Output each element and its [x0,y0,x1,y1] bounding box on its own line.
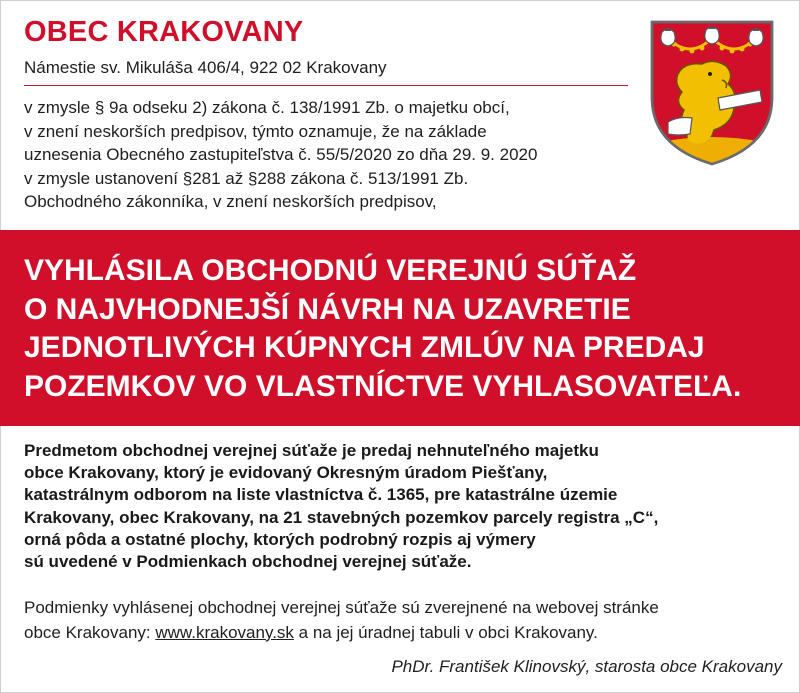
intro-line: v znení neskorších predpisov, týmto oznamuje, že na základe [24,121,487,141]
intro-line: Obchodného zákonníka, v znení neskorších predpisov, [24,192,437,211]
headline-line: POZEMKOV VO VLASTNÍCTVE VYHLASOVATEĽA. [24,369,742,403]
subject-line: orná pôda a ostatné plochy, ktorých podrobný rozpis aj výmery [24,529,536,549]
subject-line: Predmetom obchodnej verejnej súťaže je predaj nehnuteľného majetku [24,441,599,460]
coat-of-arms-icon [648,18,776,168]
website-link[interactable]: www.krakovany.sk [155,622,294,642]
conditions-suffix: a na jej úradnej tabuli v obci Krakovany. [293,622,598,642]
intro-line: v zmysle § 9a odseku 2) zákona č. 138/1991 Zb. o majetku obcí, [24,98,510,117]
conditions-paragraph [24,596,784,645]
headline-line: VYHLÁSILA OBCHODNÚ VEREJNÚ SÚŤAŽ [24,254,637,287]
subject-line: Krakovany, obec Krakovany, na 21 stavebných pozemkov parcely registra „C“, [24,507,659,527]
headline-line: O NAJVHODNEJŠÍ NÁVRH NA UZAVRETIE [24,292,631,326]
conditions-prefix: obce Krakovany: [24,622,156,642]
header-divider [24,85,628,86]
org-name: OBEC KRAKOVANY [24,16,304,48]
intro-text [24,96,634,214]
conditions-line: Podmienky vyhlásenej obchodnej verejnej súťaže sú zverejnené na webovej stránke [24,598,659,617]
intro-line: uznesenia Obecného zastupiteľstva č. 55/5/2020 zo dňa 29. 9. 2020 [24,145,538,164]
subject-line: sú uvedené v Podmienkach obchodnej verejnej súťaže. [24,552,472,572]
subject-line: katastrálnym odborom na liste vlastníctva č. 1365, pre katastrálne územie [24,485,618,505]
subject-paragraph [24,440,784,573]
conditions-line [24,621,784,646]
headline-line: JEDNOTLIVÝCH KÚPNYCH ZMLÚV NA PREDAJ [24,331,705,364]
announcement-headline [24,252,794,406]
org-address: Námestie sv. Mikuláša 406/4, 922 02 Krakovany [24,58,387,77]
mayor-signature: PhDr. František Klinovský, starosta obce Krakovany [391,657,782,676]
subject-line: obce Krakovany, ktorý je evidovaný Okresným úradom Piešťany, [24,463,548,483]
intro-line: v zmysle ustanovení §281 až §288 zákona č. 513/1991 Zb. [24,168,469,188]
announcement-banner [0,230,800,426]
